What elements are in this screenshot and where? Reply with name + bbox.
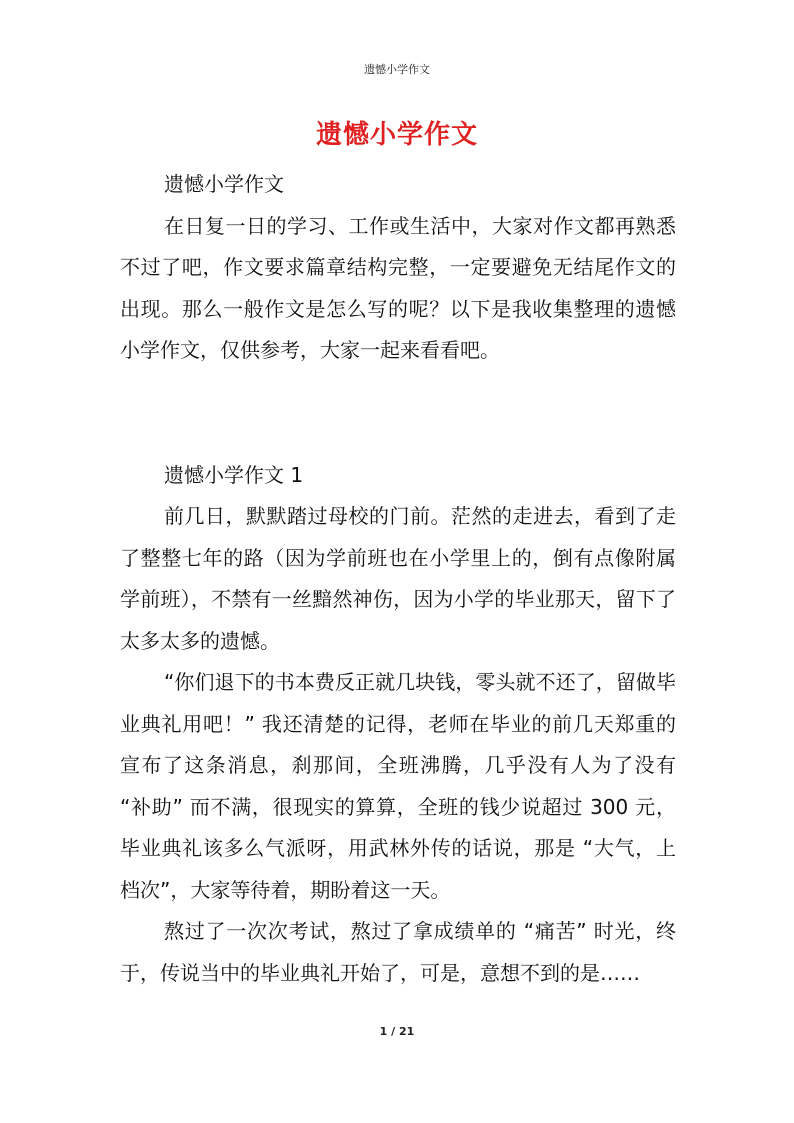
subtitle: 遗憾小学作文 (164, 172, 284, 196)
section-spacer (120, 372, 676, 455)
document-body (120, 164, 676, 994)
section-heading: 遗憾小学作文 1 (164, 462, 304, 487)
running-header: 遗憾小学作文 (364, 63, 430, 76)
intro-paragraph: 在日复一日的学习、工作或生活中，大家对作文都再熟悉不过了吧，作文要求篇章结构完整，一定要避免无结尾作文的出现。那么一般作文是怎么写的呢？以下是我收集整理的遗憾小学作文，仅供参考，大家一起来看看吧。 (120, 213, 676, 362)
paragraph: 熬过了一次次考试，熬过了拿成绩单的 “痛苦” 时光，终于，传说当中的毕业典礼开始了，可是，意想不到的是…… (120, 919, 676, 985)
paragraph: 前几日，默默踏过母校的门前。茫然的走进去，看到了走了整整七年的路（因为学前班也在小学里上的，倒有点像附属学前班），不禁有一丝黯然神伤，因为小学的毕业那天，留下了太多太多的遗憾。 (120, 504, 676, 653)
page-indicator: 1 / 21 (379, 1025, 415, 1038)
paragraph: “你们退下的书本费反正就几块钱，零头就不还了，留做毕业典礼用吧！” 我还清楚的记得，老师在毕业的前几天郑重的宣布了这条消息，刹那间，全班沸腾，几乎没有人为了没有 “补助” 而不满，很现实的算算，全班的钱少说超过 300 元，毕业典礼该多么气派呀，用武林外传的话说，那是 “大气，上档次”，大家等待着，期盼着这一天。 (120, 670, 676, 902)
document-title: 遗憾小学作文 (315, 120, 478, 150)
